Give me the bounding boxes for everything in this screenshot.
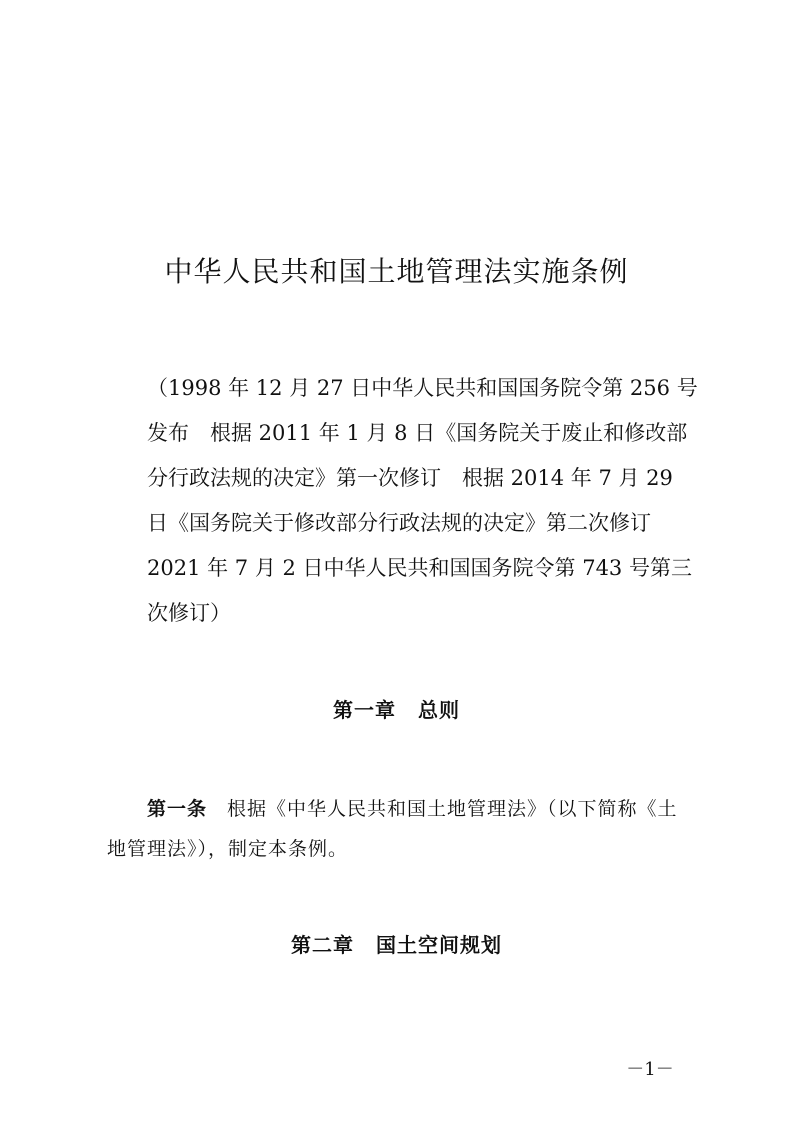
chapter-1-number: 第一章 bbox=[333, 698, 396, 722]
article-1 bbox=[107, 789, 697, 869]
chapter-1-title: 总则 bbox=[418, 698, 460, 722]
article-1-text: 地管理法》），制定本条例。 bbox=[107, 838, 349, 860]
publication-note bbox=[147, 366, 698, 636]
chapter-2-title: 国土空间规划 bbox=[376, 933, 502, 957]
publication-note-line: 发布 根据 2011 年 1 月 8 日《国务院关于废止和修改部 bbox=[147, 421, 688, 445]
publication-note-line: 2021 年 7 月 2 日中华人民共和国国务院令第 743 号第三 bbox=[147, 556, 692, 580]
publication-note-line: 次修订） bbox=[147, 601, 231, 625]
chapter-1-heading bbox=[0, 695, 793, 725]
article-1-number: 第一条 bbox=[147, 798, 208, 820]
publication-note-line: 日《国务院关于修改部分行政法规的决定》第二次修订 bbox=[147, 511, 651, 535]
article-1-line bbox=[107, 789, 697, 829]
publication-note-line: （1998 年 12 月 27 日中华人民共和国国务院令第 256 号 bbox=[147, 376, 698, 400]
article-1-line bbox=[107, 829, 697, 869]
chapter-2-number: 第二章 bbox=[291, 933, 354, 957]
page-number: －1－ bbox=[626, 1059, 674, 1080]
publication-note-line: 分行政法规的决定》第一次修订 根据 2014 年 7 月 29 bbox=[147, 466, 673, 490]
chapter-2-heading bbox=[0, 930, 793, 960]
document-title: 中华人民共和国土地管理法实施条例 bbox=[164, 255, 629, 288]
article-1-text: 根据《中华人民共和国土地管理法》（以下简称《土 bbox=[227, 798, 678, 820]
